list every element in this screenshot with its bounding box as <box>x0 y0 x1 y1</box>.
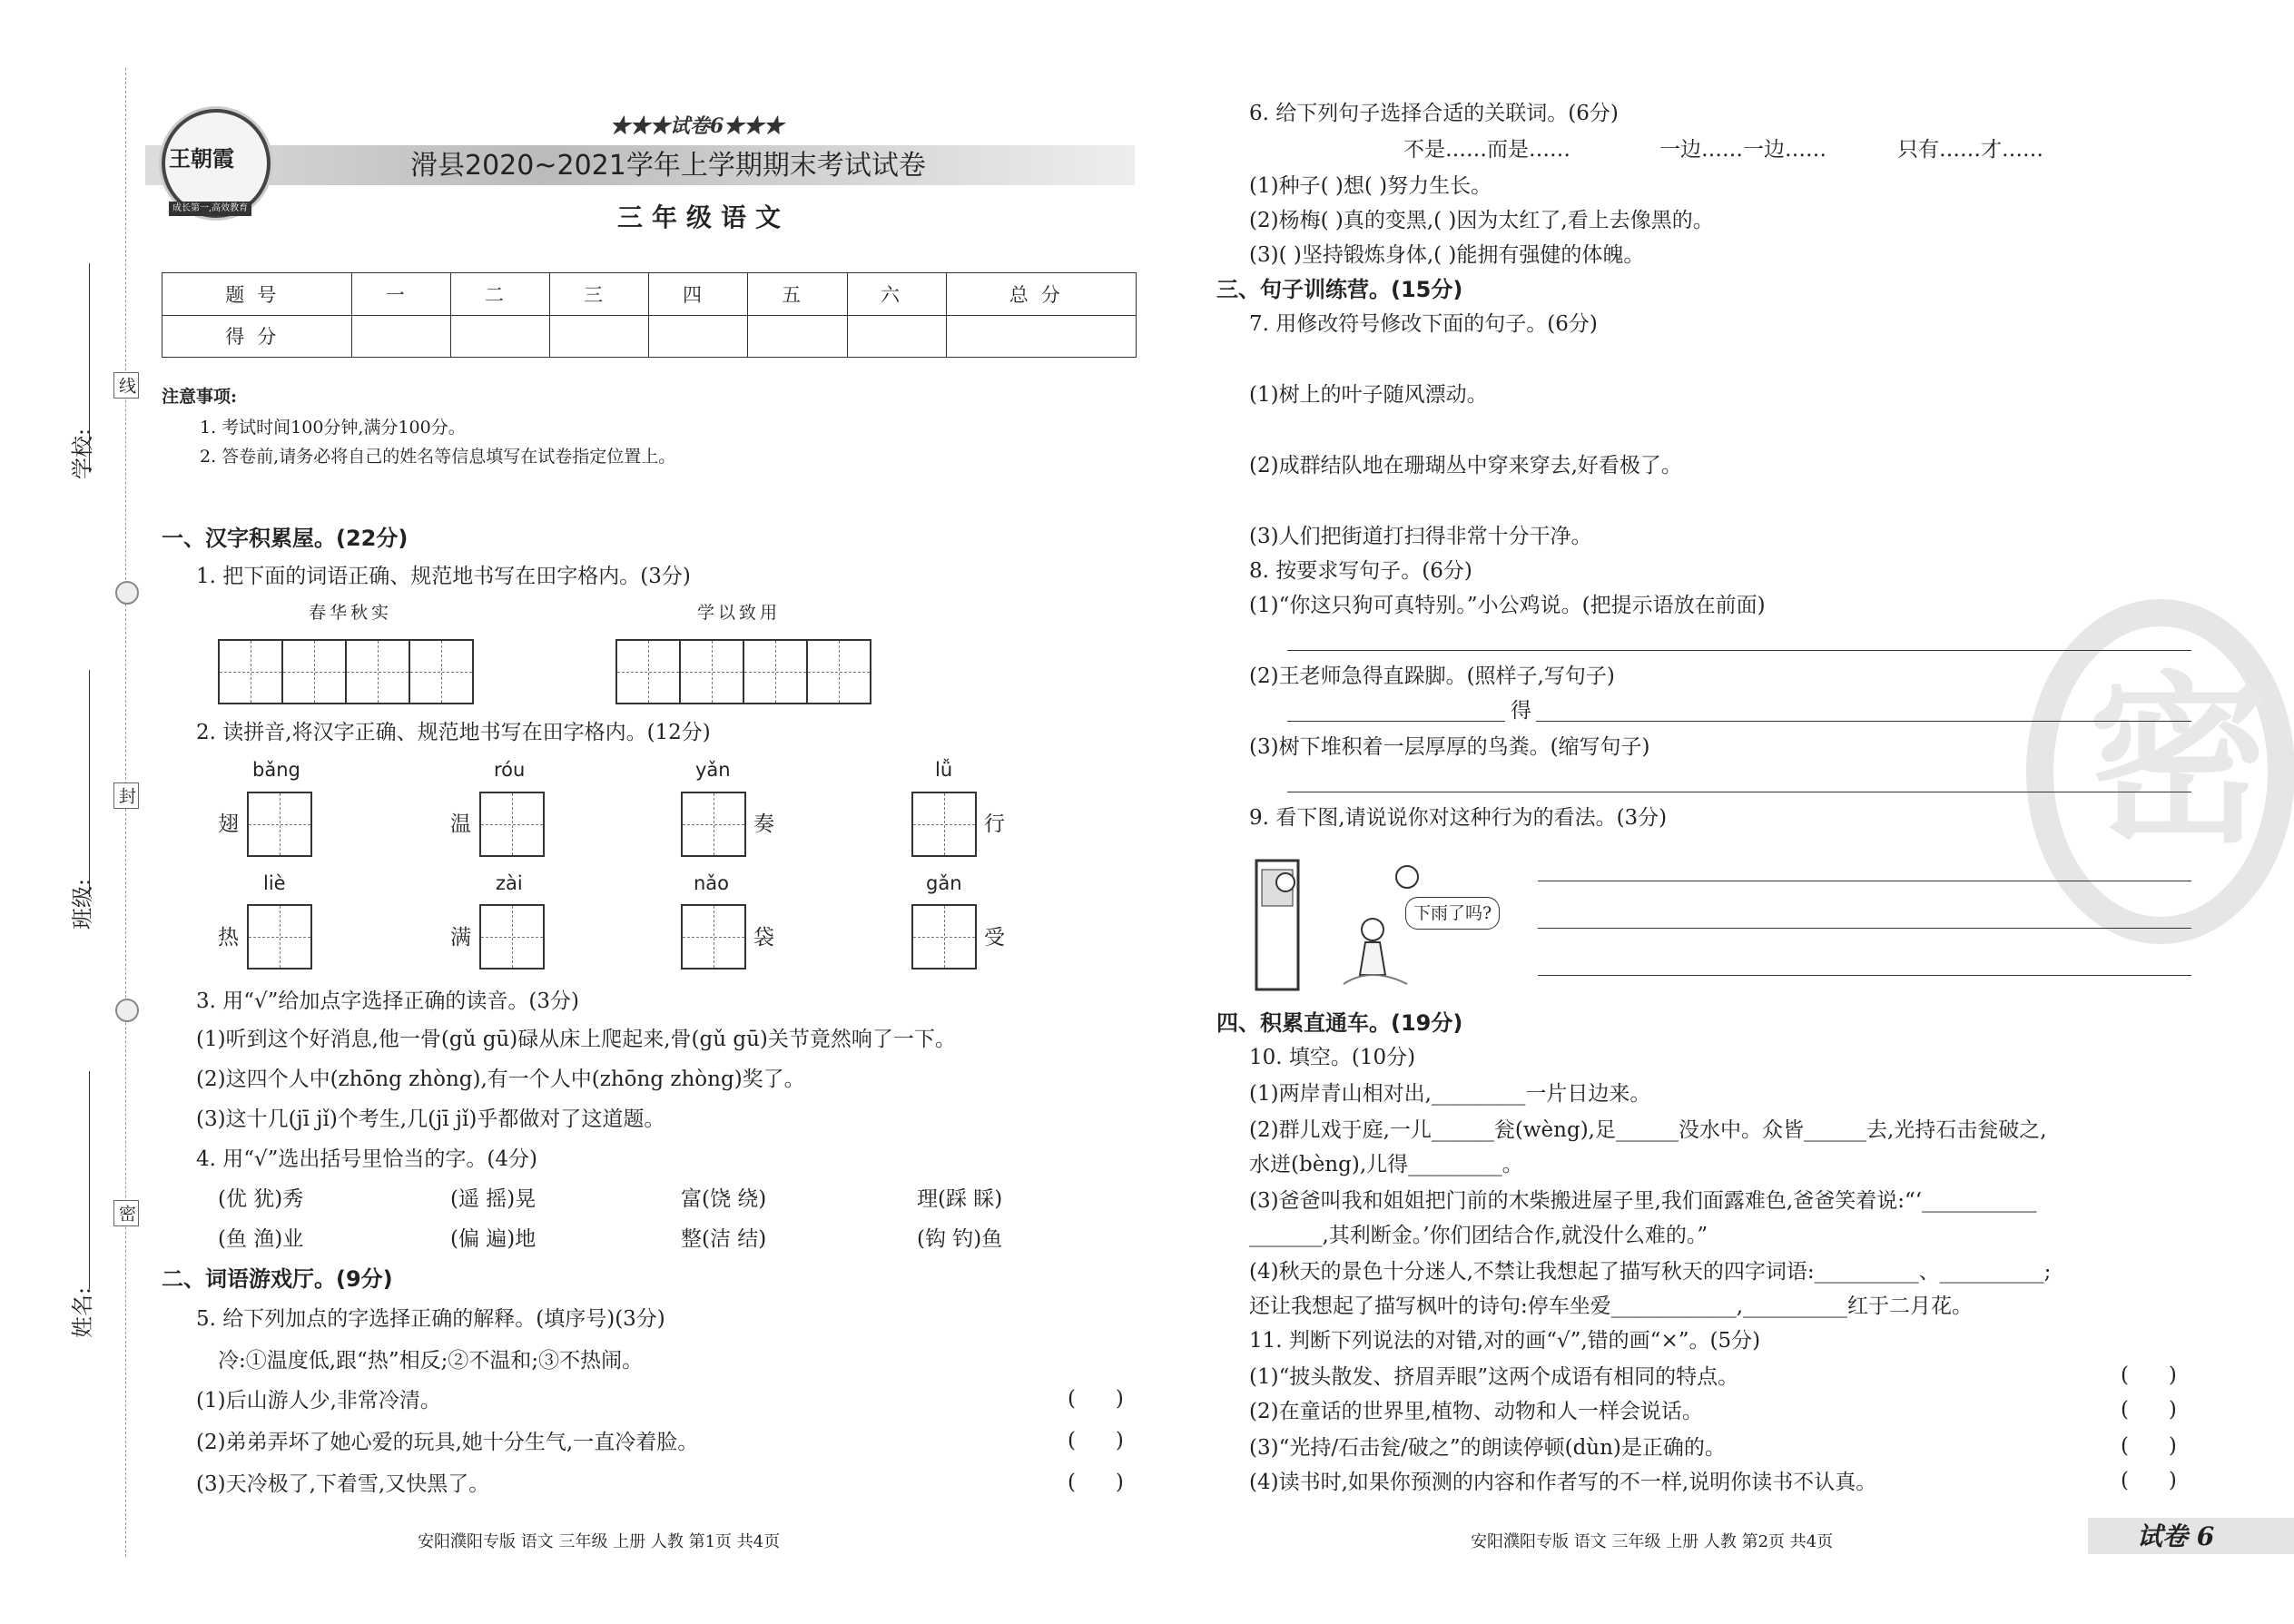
pinyin-label: zài <box>496 872 523 894</box>
section-heading: 一、汉字积累屋。(22分) <box>162 526 409 551</box>
question-item: (1)树上的叶子随风漂动。 <box>1249 383 1488 407</box>
option-text: 只有……才…… <box>1897 138 2043 162</box>
writing-grid[interactable] <box>806 639 871 704</box>
fill-line[interactable]: _______,其利断金。’你们团结合作,就没什么难的。” <box>1249 1224 1708 1247</box>
score-cell[interactable] <box>748 315 847 358</box>
definition-text: 冷:①温度低,跟“热”相反;②不温和;③不热闹。 <box>218 1349 644 1373</box>
score-header-cell: 三 <box>550 273 649 316</box>
writing-grid[interactable] <box>681 792 746 857</box>
word-char: 翅 <box>218 812 239 836</box>
question-text: 5. 给下列加点的字选择正确的解释。(填序号)(3分) <box>196 1307 665 1331</box>
writing-grid[interactable] <box>479 792 545 857</box>
pinyin-label: liè <box>263 872 286 894</box>
pinyin-label: lǚ <box>935 759 953 781</box>
question-item: (1)“你这只狗可真特别。”小公鸡说。(把提示语放在前面) <box>1249 594 1766 617</box>
pinyin-label: gǎn <box>926 872 962 894</box>
choice-item[interactable]: 富(饶 绕) <box>681 1187 767 1211</box>
question-item: (3)人们把街道打扫得非常十分干净。 <box>1249 525 1592 548</box>
answer-line[interactable] <box>1538 928 2191 929</box>
notes-item: 1. 考试时间100分钟,满分100分。 <box>200 418 466 438</box>
watermark-text: 密 <box>2088 656 2270 868</box>
name-label: 姓名: <box>70 1286 95 1338</box>
answer-paren[interactable]: ( ) <box>1068 1429 1124 1452</box>
choice-item[interactable]: (鱼 渔)业 <box>218 1227 304 1251</box>
word-label: 学以致用 <box>697 603 782 623</box>
binding-line <box>125 68 126 1557</box>
notes-title: 注意事项: <box>162 387 238 407</box>
score-header-cell: 一 <box>352 273 451 316</box>
name-field[interactable] <box>89 1071 90 1289</box>
word-char: 温 <box>450 812 471 836</box>
writing-grid[interactable] <box>409 639 474 704</box>
score-header-cell: 六 <box>847 273 946 316</box>
school-label: 学校: <box>70 428 95 479</box>
fill-line[interactable]: 水迸(bèng),儿得_________。 <box>1249 1153 1523 1176</box>
answer-line[interactable] <box>1287 650 2191 651</box>
choice-item[interactable]: (偏 遍)地 <box>450 1227 537 1251</box>
answer-paren[interactable]: ( ) <box>2121 1434 2177 1458</box>
score-cell[interactable] <box>946 315 1136 358</box>
writing-grid[interactable] <box>615 639 681 704</box>
score-header-cell: 二 <box>451 273 550 316</box>
score-header-cell: 总分 <box>946 273 1136 316</box>
choice-item[interactable]: (钩 钓)鱼 <box>917 1227 1003 1251</box>
writing-grid[interactable] <box>247 792 312 857</box>
fill-line[interactable]: (3)爸爸叫我和姐姐把门前的木柴搬进屋子里,我们面露难色,爸爸笑着说:“‘___________ <box>1249 1189 2037 1213</box>
de-label: 得 <box>1511 699 1531 723</box>
word-char: 满 <box>450 926 471 950</box>
punch-hole-icon <box>115 581 139 605</box>
question-item: (3)“光持/石击瓮/破之”的朗读停顿(dùn)是正确的。 <box>1249 1436 1726 1460</box>
score-cell[interactable] <box>451 315 550 358</box>
word-char: 袋 <box>753 926 774 950</box>
option-text: 不是……而是…… <box>1403 138 1570 162</box>
section-heading: 三、句子训练营。(15分) <box>1216 277 1463 302</box>
logo-banner: 成长第一,高效教育 <box>169 202 251 216</box>
question-item: (2)弟弟弄坏了她心爱的玩具,她十分生气,一直冷着脸。 <box>196 1431 699 1454</box>
notes-item: 2. 答卷前,请务必将自己的姓名等信息填写在试卷指定位置上。 <box>200 447 676 467</box>
question-text: 8. 按要求写句子。(6分) <box>1249 559 1472 583</box>
question-item: (3)这十几(jī jǐ)个考生,几(jī jǐ)乎都做对了这道题。 <box>196 1107 665 1131</box>
question-text: 1. 把下面的词语正确、规范地书写在田字格内。(3分) <box>196 565 691 588</box>
section-heading: 四、积累直通车。(19分) <box>1216 1010 1463 1036</box>
footer-page-right: 安阳濮阳专版 语文 三年级 上册 人教 第2页 共4页 <box>1471 1532 1834 1551</box>
choice-item[interactable]: (遥 摇)晃 <box>450 1187 537 1211</box>
writing-grid[interactable] <box>911 792 977 857</box>
score-cell[interactable] <box>847 315 946 358</box>
score-cell[interactable] <box>649 315 748 358</box>
question-text: 10. 填空。(10分) <box>1249 1046 1416 1069</box>
writing-grid[interactable] <box>345 639 410 704</box>
fill-line[interactable]: (1)两岸青山相对出,_________一片日边来。 <box>1249 1082 1651 1106</box>
footer-badge: 试卷 6 <box>2137 1521 2215 1551</box>
punch-hole-icon <box>115 999 139 1022</box>
class-label: 班级: <box>70 878 95 930</box>
question-item: (2)杨梅( )真的变黑,( )因为太红了,看上去像黑的。 <box>1249 209 1714 232</box>
logo-text: 王朝霞 <box>169 145 234 172</box>
writing-grid[interactable] <box>247 904 312 969</box>
word-label: 春华秋实 <box>309 603 393 623</box>
paper-badge: ★★★试卷6★★★ <box>610 114 784 138</box>
option-text: 一边……一边…… <box>1659 138 1826 162</box>
question-item: (2)成群结队地在珊瑚丛中穿来穿去,好看极了。 <box>1249 454 1682 477</box>
fill-line[interactable]: 还让我想起了描写枫叶的诗句:停车坐爱____________,__________红于二月花。 <box>1249 1294 1974 1318</box>
score-table <box>162 272 1137 358</box>
answer-paren[interactable]: ( ) <box>1068 1471 1124 1494</box>
page-title: 滑县2020~2021学年上学期期末考试试卷 <box>410 150 926 182</box>
answer-paren[interactable]: ( ) <box>1068 1387 1124 1411</box>
answer-paren[interactable]: ( ) <box>2121 1469 2177 1492</box>
pinyin-label: nǎo <box>694 872 730 894</box>
choice-item[interactable]: 理(踩 睬) <box>917 1187 1003 1211</box>
seal-line-label: 线 <box>113 372 139 399</box>
question-text: 11. 判断下列说法的对错,对的画“√”,错的画“×”。(5分) <box>1249 1329 1761 1353</box>
question-text: 2. 读拼音,将汉字正确、规范地书写在田字格内。(12分) <box>196 721 711 744</box>
seal-secret-label: 密 <box>113 1200 139 1226</box>
score-row-label: 得分 <box>162 315 352 358</box>
question-item: (2)这四个人中(zhōng zhòng),有一个人中(zhōng zhòng)奖了。 <box>196 1068 805 1091</box>
fill-line[interactable]: (2)群儿戏于庭,一儿______瓮(wèng),足______没水中。众皆______去,光持石击瓮破之, <box>1249 1118 2047 1142</box>
question-item: (1)听到这个好消息,他一骨(gǔ gū)碌从床上爬起来,骨(gǔ gū)关节竟然响了一下。 <box>196 1028 956 1051</box>
choice-item[interactable]: 整(洁 结) <box>681 1227 767 1251</box>
question-text: 3. 用“√”给加点字选择正确的读音。(3分) <box>196 989 580 1013</box>
answer-line[interactable] <box>1538 975 2191 976</box>
writing-grid[interactable] <box>281 639 347 704</box>
question-item: (3)树下堆积着一层厚厚的鸟粪。(缩写句子) <box>1249 735 1650 759</box>
pinyin-label: bǎng <box>252 759 300 781</box>
question-item: (2)在童话的世界里,植物、动物和人一样会说话。 <box>1249 1400 1703 1423</box>
class-field[interactable] <box>89 670 90 897</box>
writing-grid[interactable] <box>218 639 283 704</box>
speech-bubble: 下雨了吗? <box>1405 897 1500 930</box>
question-text: 9. 看下图,请说说你对这种行为的看法。(3分) <box>1249 806 1668 830</box>
writing-grid[interactable] <box>479 904 545 969</box>
question-item: (2)王老师急得直跺脚。(照样子,写句子) <box>1249 664 1615 688</box>
footer-page-left: 安阳濮阳专版 语文 三年级 上册 人教 第1页 共4页 <box>418 1532 781 1551</box>
score-header-cell: 四 <box>649 273 748 316</box>
word-char: 奏 <box>753 812 774 836</box>
word-char: 热 <box>218 926 239 950</box>
score-header-cell: 题号 <box>162 273 352 316</box>
question-item: (1)种子( )想( )努力生长。 <box>1249 174 1492 198</box>
score-cell[interactable] <box>550 315 649 358</box>
section-heading: 二、词语游戏厅。(9分) <box>162 1266 393 1292</box>
word-char: 行 <box>984 812 1005 836</box>
score-cell[interactable] <box>352 315 451 358</box>
question-text: 4. 用“√”选出括号里恰当的字。(4分) <box>196 1147 538 1171</box>
choice-item[interactable]: (优 犹)秀 <box>218 1187 304 1211</box>
page-subtitle: 三年级语文 <box>617 202 791 232</box>
writing-grid[interactable] <box>679 639 744 704</box>
question-item: (3)( )坚持锻炼身体,( )能拥有强健的体魄。 <box>1249 243 1645 267</box>
question-item: (3)天冷极了,下着雪,又快黑了。 <box>196 1472 490 1496</box>
question-item: (4)读书时,如果你预测的内容和作者写的不一样,说明你读书不认真。 <box>1249 1471 1877 1494</box>
writing-grid[interactable] <box>911 904 977 969</box>
writing-grid[interactable] <box>743 639 808 704</box>
answer-line[interactable] <box>1287 721 1505 722</box>
question-item: (1)后山游人少,非常冷清。 <box>196 1389 441 1412</box>
answer-line[interactable] <box>1536 721 2191 722</box>
question-text: 6. 给下列句子选择合适的关联词。(6分) <box>1249 102 1619 125</box>
pinyin-label: yǎn <box>695 759 731 781</box>
school-field[interactable] <box>89 263 90 472</box>
writing-grid[interactable] <box>681 904 746 969</box>
question-item: (1)“披头散发、挤眉弄眼”这两个成语有相同的特点。 <box>1249 1365 1739 1389</box>
question-text: 7. 用修改符号修改下面的句子。(6分) <box>1249 312 1598 336</box>
fill-line[interactable]: (4)秋天的景色十分迷人,不禁让我想起了描写秋天的四字词语:__________、__________; <box>1249 1260 2052 1284</box>
answer-paren[interactable]: ( ) <box>2121 1398 2177 1422</box>
score-header-cell: 五 <box>748 273 847 316</box>
word-char: 受 <box>984 926 1005 950</box>
seal-seal-label: 封 <box>113 782 139 809</box>
pinyin-label: róu <box>494 759 526 781</box>
answer-paren[interactable]: ( ) <box>2121 1363 2177 1387</box>
